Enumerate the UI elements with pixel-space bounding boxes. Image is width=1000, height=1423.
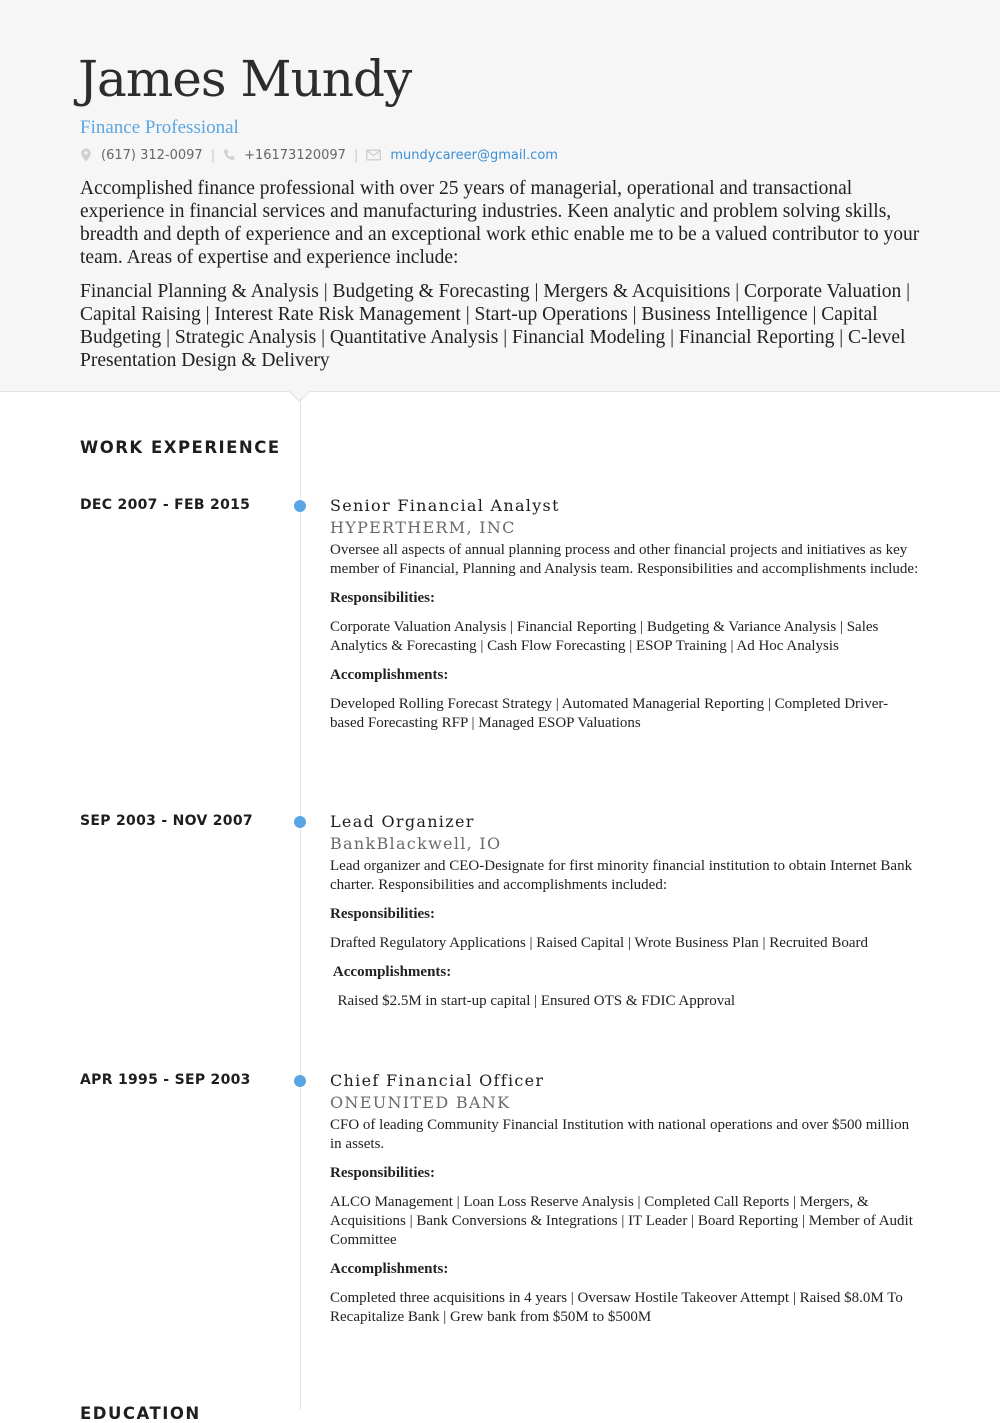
responsibilities-label: Responsibilities:: [330, 590, 436, 606]
accomplishments-label: Accomplishments:: [330, 667, 449, 683]
job-description: Oversee all aspects of annual planning process and other financial projects and initiatives as key member of Financial, Planning and Analysis team. Responsibilities and accomplishments include:: [330, 542, 919, 577]
job-dates: APR 1995 - SEP 2003: [80, 1072, 251, 1088]
contact-bar: [80, 146, 558, 164]
job-company: ONEUNITED BANK: [330, 1093, 511, 1112]
accomplishments-label: Accomplishments:: [330, 964, 452, 980]
job-entry: [330, 811, 920, 1011]
work-experience-heading: WORK EXPERIENCE: [80, 438, 281, 457]
responsibilities-label: Responsibilities:: [330, 1165, 436, 1181]
phone-icon: [223, 148, 235, 162]
accomplishments-list: Raised $2.5M in start-up capital | Ensured OTS & FDIC Approval: [330, 993, 736, 1009]
envelope-icon: [366, 148, 381, 162]
responsibilities-list: Drafted Regulatory Applications | Raised Capital | Wrote Business Plan | Recruited Board: [330, 935, 869, 951]
contact-email-link[interactable]: mundycareer@gmail.com: [390, 147, 558, 163]
resume-header: [0, 0, 1000, 392]
job-description: Lead organizer and CEO-Designate for first minority financial institution to obtain Internet Bank charter. Responsibilities and accomplishments included:: [330, 858, 913, 893]
education-heading: EDUCATION: [80, 1404, 201, 1423]
candidate-role: Finance Professional: [80, 117, 239, 138]
contact-location: (617) 312-0097: [101, 147, 203, 163]
contact-separator: |: [210, 147, 216, 163]
timeline-dot: [294, 500, 306, 512]
location-pin-icon: [80, 148, 92, 162]
job-company: HYPERTHERM, INC: [330, 518, 516, 537]
job-dates: SEP 2003 - NOV 2007: [80, 813, 253, 829]
accomplishments-list: Developed Rolling Forecast Strategy | Automated Managerial Reporting | Completed Driver-based Forecasting RFP | Managed ESOP Valuations: [330, 696, 889, 731]
job-title: Chief Financial Officer: [330, 1071, 545, 1090]
responsibilities-list: ALCO Management | Loan Loss Reserve Analysis | Completed Call Reports | Mergers, & Acquisitions | Bank Conversions & Integrations | IT Leader | Board Reporting | Member of Audit Committee: [330, 1194, 913, 1248]
contact-separator: |: [353, 147, 359, 163]
timeline-dot: [294, 816, 306, 828]
responsibilities-list: Corporate Valuation Analysis | Financial Reporting | Budgeting & Variance Analysis | Sales Analytics & Forecasting | Cash Flow Forecasting | ESOP Training | Ad Hoc Analysis: [330, 619, 879, 654]
job-entry: [330, 1070, 920, 1327]
profile-summary: Accomplished finance professional with over 25 years of managerial, operational and transactional experience in financial services and manufacturing industries. Keen analytic and problem solving skills, breadth and depth of experience and an exceptional work ethic enable me to be a valued contributor to your team. Areas of expertise and experience include:: [80, 178, 920, 268]
accomplishments-list: Completed three acquisitions in 4 years | Oversaw Hostile Takeover Attempt | Raised $8.0M To Recapitalize Bank | Grew bank from $50M to $500M: [330, 1290, 903, 1325]
job-company: BankBlackwell, IO: [330, 834, 502, 853]
responsibilities-label: Responsibilities:: [330, 906, 436, 922]
timeline-line: [300, 398, 301, 1410]
accomplishments-label: Accomplishments:: [330, 1261, 449, 1277]
job-title: Senior Financial Analyst: [330, 496, 560, 515]
timeline-dot: [294, 1075, 306, 1087]
job-title: Lead Organizer: [330, 812, 475, 831]
job-dates: DEC 2007 - FEB 2015: [80, 497, 251, 513]
candidate-name: James Mundy: [78, 50, 412, 108]
contact-phone[interactable]: +16173120097: [244, 147, 346, 163]
areas-of-expertise: Financial Planning & Analysis | Budgeting & Forecasting | Mergers & Acquisitions | Corporate Valuation | Capital Raising | Interest Rate Risk Management | Start-up Operations | Business Intelligence | Capital Budgeting | Strategic Analysis | Quantitative Analysis | Financial Modeling | Financial Reporting | C-level Presentation Design & Delivery: [80, 281, 911, 371]
job-description: CFO of leading Community Financial Institution with national operations and over $500 million in assets.: [330, 1117, 910, 1152]
job-entry: [330, 495, 920, 733]
